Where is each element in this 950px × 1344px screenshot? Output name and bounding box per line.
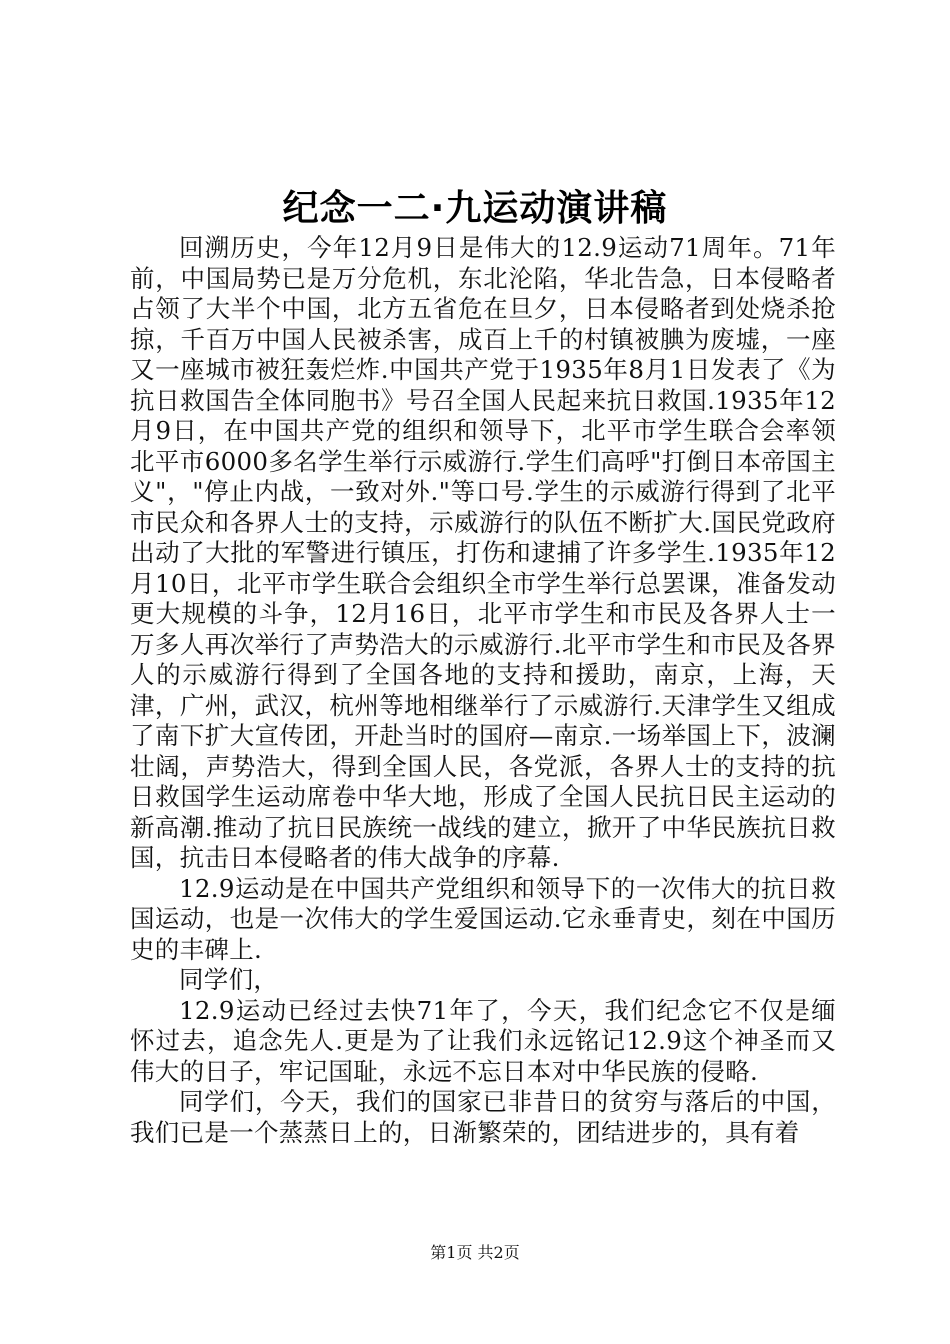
document-body bbox=[130, 233, 836, 1148]
document-title: 纪念一二·九运动演讲稿 bbox=[282, 188, 668, 229]
paragraph-history: 回溯历史，今年12月9日是伟大的12.9运动71周年。71年前，中国局势已是万分危机，东北沦陷，华北告急，日本侵略者占领了大半个中国，北方五省危在旦夕，日本侵略者到处烧杀抢掠，千百万中国人民被杀害，成百上千的村镇被腆为废墟，一座又一座城市被狂轰烂炸.中国共产党于1935年8月1日发表了《为抗日救国告全体同胞书》号召全国人民起来抗日救国.1935年12月9日，在中国共产党的组织和领导下，北平市学生联合会率领北平市6000多名学生举行示威游行.学生们高呼"打倒日本帝国主义"，"停止内战，一致对外."等口号.学生的示威游行得到了北平市民众和各界人士的支持，示威游行的队伍不断扩大.国民党政府出动了大批的军警进行镇压，打伤和逮捕了许多学生.1935年12月10日，北平市学生联合会组织全市学生举行总罢课，准备发动更大规模的斗争，12月16日，北平市学生和市民及各界人士一万多人再次举行了声势浩大的示威游行.北平市学生和市民及各界人的示威游行得到了全国各地的支持和援助，南京，上海，天津，广州，武汉，杭州等地相继举行了示威游行.天津学生又组成了南下扩大宣传团，开赴当时的国府—南京.一场举国上下，波澜壮阔，声势浩大，得到全国人民，各党派，各界人士的支持的抗日救国学生运动席卷中华大地，形成了全国人民抗日民主运动的新高潮.推动了抗日民族统一战线的建立，掀开了中华民族抗日救国，抗击日本侵略者的伟大战争的序幕. bbox=[130, 233, 837, 872]
page-footer: 第1页 共2页 bbox=[430, 1243, 520, 1262]
paragraph-significance: 12.9运动是在中国共产党组织和领导下的一次伟大的抗日救国运动，也是一次伟大的学生爱国运动.它永垂青史，刻在中国历史的丰碑上. bbox=[130, 873, 836, 964]
paragraph-commemoration: 12.9运动已经过去快71年了，今天，我们纪念它不仅是缅怀过去，追念先人.更是为了让我们永远铭记12.9这个神圣而又伟大的日子，牢记国耻，永远不忘日本对中华民族的侵略. bbox=[130, 995, 836, 1086]
paragraph-greeting: 同学们， bbox=[179, 965, 279, 994]
paragraph-today: 同学们，今天，我们的国家已非昔日的贫穷与落后的中国，我们已是一个蒸蒸日上的，日渐繁荣的，团结进步的，具有着 bbox=[130, 1087, 836, 1147]
